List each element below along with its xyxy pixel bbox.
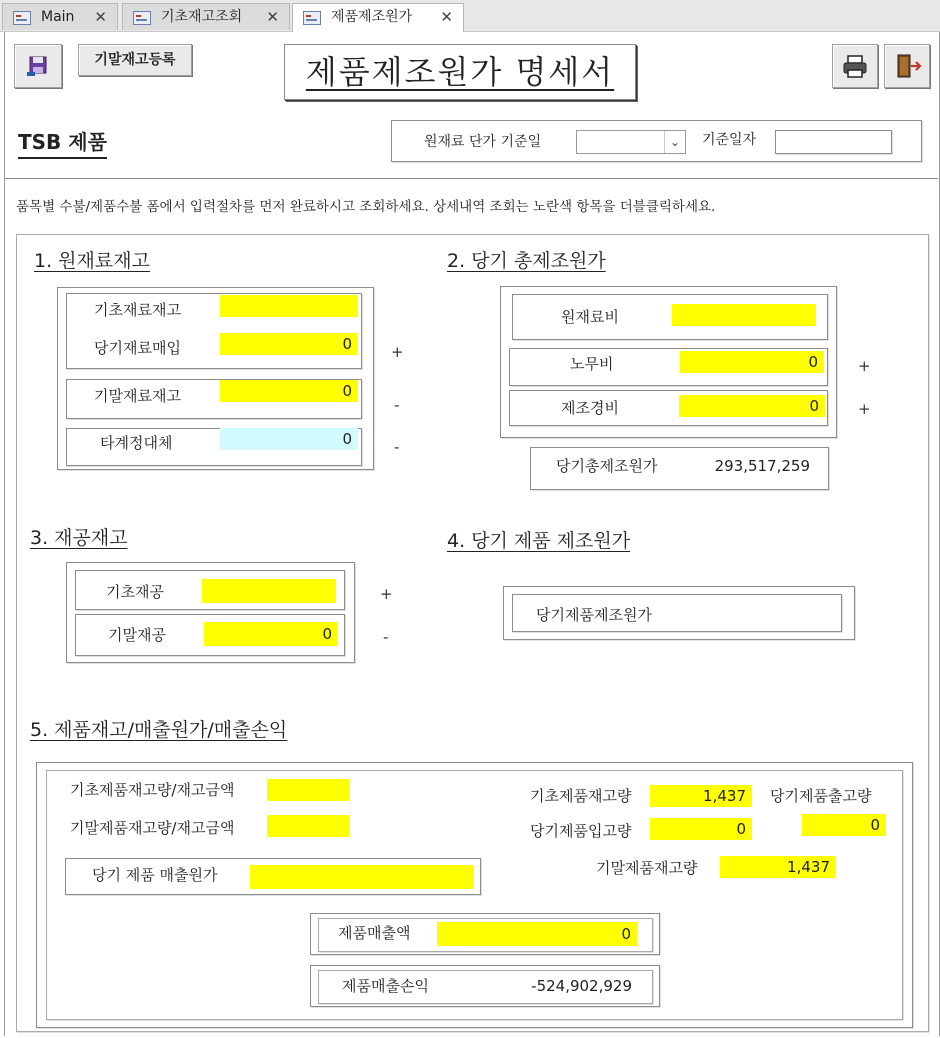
minus-operator: - xyxy=(394,396,400,414)
tab-product-cost[interactable] xyxy=(292,3,464,32)
tab-opening-stock[interactable] xyxy=(122,3,290,30)
closing-product-qty-value[interactable] xyxy=(267,815,349,837)
page-title: 제품제조원가 명세서 xyxy=(284,44,636,100)
register-closing-stock-button[interactable]: 기말재고등록 xyxy=(78,44,192,76)
closing-product-qty-amt-label: 기말제품재고량/재고금액 xyxy=(70,819,235,837)
unit-price-date-select[interactable] xyxy=(576,130,686,154)
unit-price-date-label: 원재료 단가 기준일 xyxy=(424,134,542,150)
tab-label: 제품제조원가 xyxy=(331,9,413,25)
profit-label: 제품매출손익 xyxy=(342,977,429,995)
section-title-raw-material: 1. 원재료재고 xyxy=(34,250,150,272)
closing-material-value[interactable]: 0 xyxy=(220,380,358,402)
close-icon[interactable]: ✕ xyxy=(94,8,107,26)
shipped-value[interactable]: 0 xyxy=(802,814,886,836)
opening-product-qty-value[interactable] xyxy=(267,779,349,801)
section-title-wip: 3. 재공재고 xyxy=(30,527,128,549)
material-purchase-label: 당기재료매입 xyxy=(94,339,181,357)
close-icon[interactable]: ✕ xyxy=(266,8,279,26)
closing-material-label: 기말재료재고 xyxy=(94,387,181,405)
shipped-label: 당기제품출고량 xyxy=(770,787,872,805)
plus-operator: + xyxy=(380,585,393,603)
plus-operator: + xyxy=(858,357,871,375)
received-value[interactable]: 0 xyxy=(650,818,752,840)
wip-open-label: 기초재공 xyxy=(106,583,164,601)
section-title-product-cost: 4. 당기 제품 제조원가 xyxy=(447,530,631,552)
plus-operator: + xyxy=(858,400,871,418)
form-icon xyxy=(13,11,31,25)
overhead-label: 제조경비 xyxy=(561,399,619,417)
printer-icon xyxy=(833,45,877,87)
transfer-value[interactable]: 0 xyxy=(220,428,358,450)
cogs-label: 당기 제품 매출원가 xyxy=(92,866,218,884)
plus-operator: + xyxy=(391,343,404,361)
cogs-value[interactable] xyxy=(250,865,474,889)
total-cost-label: 당기총제조원가 xyxy=(556,457,658,475)
opening-product-qty-amt-label: 기초제품재고량/재고금액 xyxy=(70,781,235,799)
tab-label: Main xyxy=(41,9,75,25)
opening-product-amt-value xyxy=(380,779,472,801)
sales-label: 제품매출액 xyxy=(338,924,411,942)
material-cost-label: 원재료비 xyxy=(561,308,619,326)
wip-close-value[interactable]: 0 xyxy=(204,622,338,646)
minus-operator: - xyxy=(394,438,400,456)
material-cost-value[interactable] xyxy=(672,304,816,326)
profit-value: -524,902,929 xyxy=(531,977,632,995)
opening-stock-value[interactable]: 1,437 xyxy=(650,785,752,807)
exit-button[interactable] xyxy=(884,44,930,88)
labor-cost-label: 노무비 xyxy=(570,355,614,373)
section-title-sales: 5. 제품재고/매출원가/매출손익 xyxy=(30,719,288,741)
base-date-field[interactable] xyxy=(775,130,892,154)
opening-material-value[interactable] xyxy=(220,295,358,317)
print-button[interactable] xyxy=(832,44,878,88)
minus-operator: - xyxy=(383,628,389,646)
transfer-label: 타계정대체 xyxy=(100,434,173,452)
base-date-label: 기준일자 xyxy=(702,132,757,148)
material-purchase-value[interactable]: 0 xyxy=(220,333,358,355)
divider xyxy=(4,178,938,179)
overhead-value[interactable]: 0 xyxy=(679,395,825,417)
tab-main[interactable] xyxy=(2,3,118,30)
total-cost-value: 293,517,259 xyxy=(714,457,810,475)
save-button[interactable] xyxy=(14,44,62,88)
wip-close-label: 기말재공 xyxy=(108,626,166,644)
section-title-total-cost: 2. 당기 총제조원가 xyxy=(447,250,606,272)
wip-open-value[interactable] xyxy=(202,579,336,603)
tab-bar xyxy=(0,0,940,32)
received-label: 당기제품입고량 xyxy=(530,822,632,840)
product-cost-label: 당기제품제조원가 xyxy=(536,606,652,624)
chevron-down-icon[interactable]: ⌄ xyxy=(664,131,685,153)
exit-door-icon xyxy=(885,45,929,87)
tab-label: 기초재고조회 xyxy=(161,9,243,25)
sales-value[interactable]: 0 xyxy=(437,922,637,946)
save-icon xyxy=(15,45,61,87)
closing-stock-label: 기말제품재고량 xyxy=(596,859,698,877)
form-icon xyxy=(303,11,321,25)
labor-cost-value[interactable]: 0 xyxy=(680,351,824,373)
opening-material-label: 기초재료재고 xyxy=(94,301,181,319)
form-icon xyxy=(133,11,151,25)
closing-stock-value[interactable]: 1,437 xyxy=(720,856,836,878)
close-icon[interactable]: ✕ xyxy=(440,8,453,26)
closing-product-amt-value xyxy=(380,817,472,839)
notice-text: 품목별 수불/제품수불 폼에서 입력절차를 먼저 완료하시고 조회하세요. 상세내역 조회는 노란색 항목을 더블클릭하세요. xyxy=(16,199,716,215)
opening-stock-label: 기초제품재고량 xyxy=(530,787,632,805)
product-header: TSB 제품 xyxy=(18,126,107,159)
